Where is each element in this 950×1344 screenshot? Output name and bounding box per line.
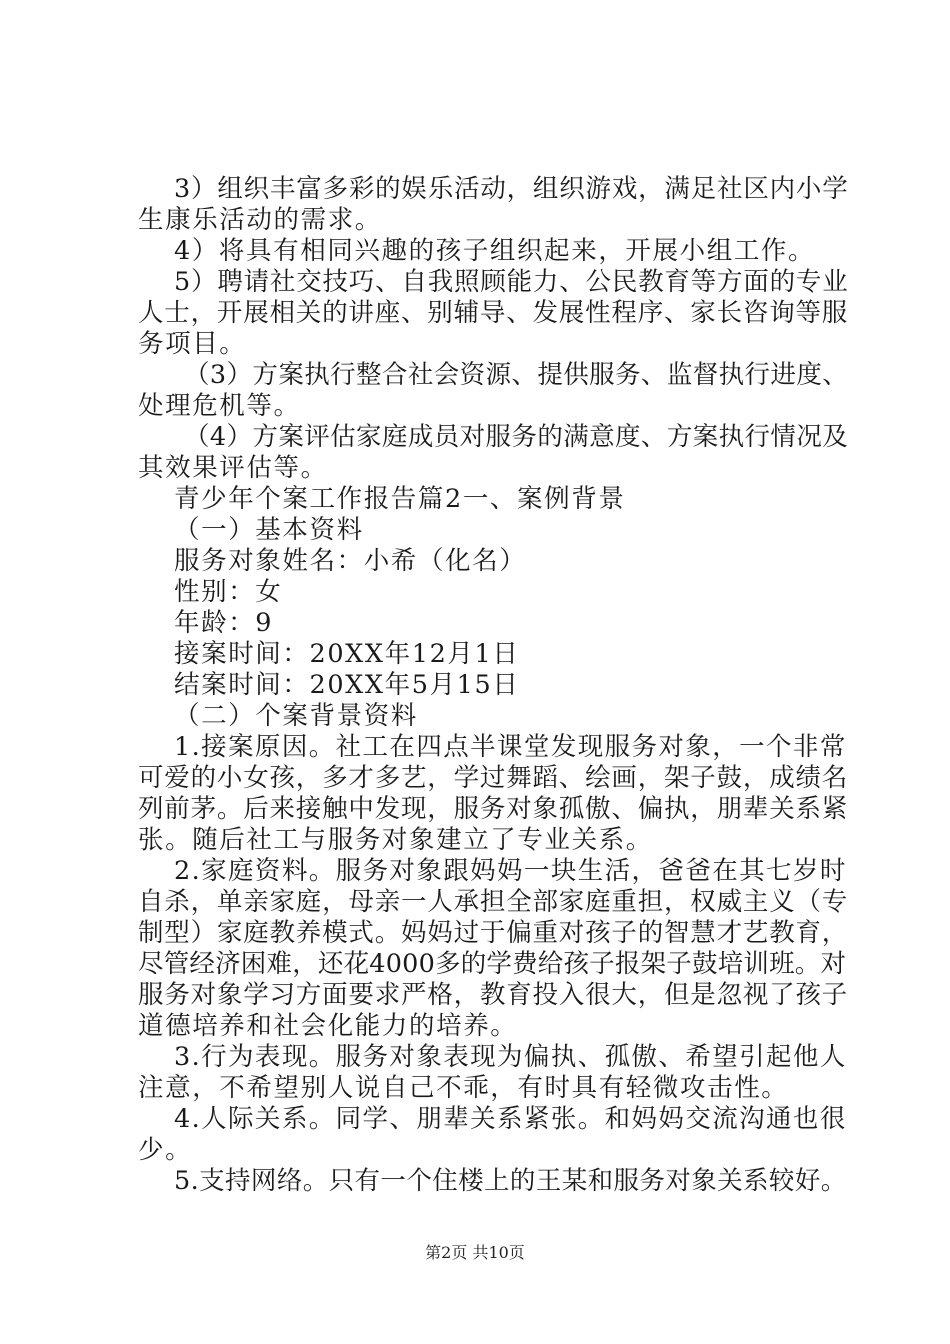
text-line: 结案时间：20XX年5月15日 (174, 670, 520, 700)
text-line: 5）聘请社交技巧、自我照顾能力、公民教育等方面的专业 (174, 267, 849, 297)
text-line: 性别：女 (174, 577, 283, 607)
text-line: 青少年个案工作报告篇2一、案例背景 (174, 484, 626, 514)
text-line: 服务对象姓名：小希（化名） (174, 546, 527, 576)
text-line: 2.家庭资料。服务对象跟妈妈一块生活，爸爸在其七岁时 (174, 856, 847, 886)
text-line: （4）方案评估家庭成员对服务的满意度、方案执行情况及 (184, 422, 849, 452)
text-line: 人士，开展相关的讲座、别辅导、发展性程序、家长咨询等服 (138, 298, 849, 328)
document-body (138, 174, 850, 1197)
text-line: 1.接案原因。社工在四点半课堂发现服务对象，一个非常 (174, 732, 847, 762)
text-line: 5.支持网络。只有一个住楼上的王某和服务对象关系较好。 (174, 1166, 847, 1196)
text-line: 注意，不希望别人说自己不乖，有时具有轻微攻击性。 (138, 1073, 789, 1103)
text-line: 3）组织丰富多彩的娱乐活动，组织游戏，满足社区内小学 (174, 174, 849, 204)
text-line: 年龄：9 (174, 608, 274, 638)
text-line: 3.行为表现。服务对象表现为偏执、孤傲、希望引起他人 (174, 1042, 847, 1072)
text-line: 务项目。 (138, 329, 247, 359)
text-line: 其效果评估等。 (138, 453, 328, 483)
text-line: 处理危机等。 (138, 391, 301, 421)
text-line: 道德培养和社会化能力的培养。 (138, 1011, 518, 1041)
text-line: 制型）家庭教养模式。妈妈过于偏重对孩子的智慧才艺教育， (138, 918, 849, 948)
text-line: 接案时间：20XX年12月1日 (174, 639, 520, 669)
text-line: 生康乐活动的需求。 (138, 205, 382, 235)
text-line: 列前茅。后来接触中发现，服务对象孤傲、偏执，朋辈关系紧 (138, 794, 849, 824)
text-line: （一）基本资料 (174, 515, 364, 545)
page-footer: 第2页 共10页 (425, 1243, 525, 1262)
text-line: 服务对象学习方面要求严格，教育投入很大，但是忽视了孩子 (138, 980, 849, 1010)
text-line: 少。 (138, 1135, 193, 1165)
text-line: 4.人际关系。同学、朋辈关系紧张。和妈妈交流沟通也很 (174, 1104, 847, 1134)
text-line: 尽管经济困难，还花4000多的学费给孩子报架子鼓培训班。对 (138, 949, 847, 979)
text-line: 自杀，单亲家庭，母亲一人承担全部家庭重担，权威主义（专 (138, 887, 849, 917)
text-line: 可爱的小女孩，多才多艺，学过舞蹈、绘画，架子鼓，成绩名 (138, 763, 849, 793)
text-line: （二）个案背景资料 (174, 701, 418, 731)
text-line: 4）将具有相同兴趣的孩子组织起来，开展小组工作。 (174, 236, 816, 266)
text-line: （3）方案执行整合社会资源、提供服务、监督执行进度、 (184, 360, 849, 390)
text-line: 张。随后社工与服务对象建立了专业关系。 (138, 825, 653, 855)
